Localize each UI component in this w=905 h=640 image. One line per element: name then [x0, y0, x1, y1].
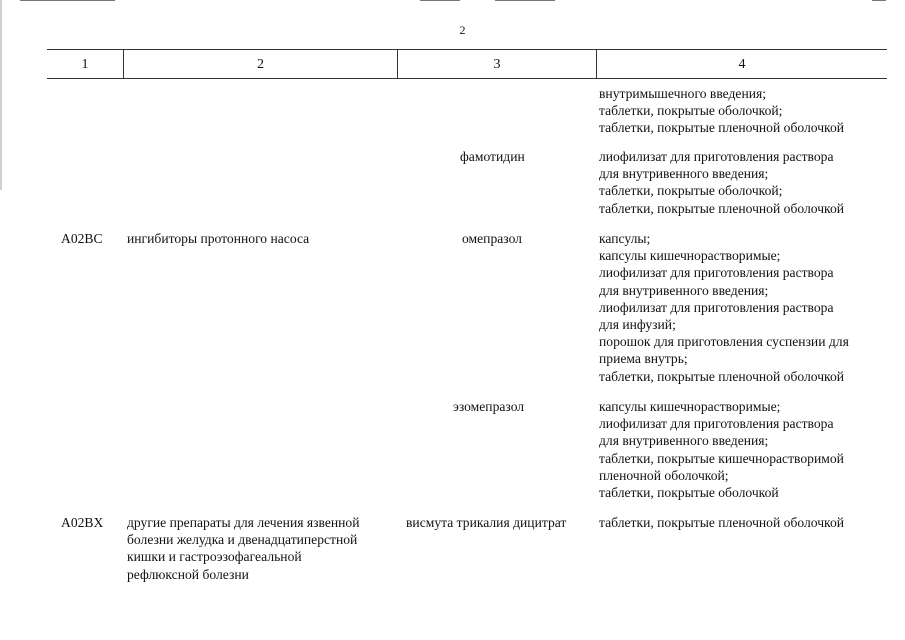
dosage-form-line: для внутривенного введения; — [599, 282, 769, 298]
table-row — [599, 230, 849, 385]
scan-edge-mark — [872, 0, 886, 1]
atc-group-name — [127, 230, 309, 247]
dosage-form-line: таблетки, покрытые пленочной оболочкой — [599, 120, 845, 136]
dosage-form-line: приема внутрь; — [599, 351, 688, 367]
table-row — [599, 148, 844, 217]
dosage-form-line: лиофилизат для приготовления раствора — [599, 149, 834, 164]
dosage-form-line: таблетки, покрытые пленочной оболочкой — [599, 368, 845, 384]
table-row — [599, 398, 844, 501]
atc-group-name — [127, 514, 360, 583]
scan-edge-mark — [420, 0, 460, 1]
table-row — [599, 514, 844, 531]
table-header-top-rule — [47, 49, 887, 50]
dosage-form-line: капсулы; — [599, 231, 651, 246]
dosage-form-line: капсулы кишечнорастворимые; — [599, 248, 781, 264]
scan-edge-mark — [495, 0, 555, 1]
dosage-form-line: лиофилизат для приготовления раствора — [599, 265, 834, 281]
dosage-form-line: таблетки, покрытые оболочкой — [599, 485, 779, 501]
drug-name: фамотидин — [460, 149, 525, 164]
dosage-form-line: таблетки, покрытые пленочной оболочкой — [599, 515, 845, 530]
scan-edge-mark — [20, 0, 115, 1]
dosage-form-line: таблетки, покрытые кишечнорастворимой — [599, 450, 844, 466]
table-header-bottom-rule — [47, 78, 887, 79]
dosage-form-line: капсулы кишечнорастворимые; — [599, 399, 781, 414]
page-number: 2 — [459, 23, 466, 37]
dosage-form-line: лиофилизат для приготовления раствора — [599, 416, 834, 432]
dosage-form-line: порошок для приготовления суспензии для — [599, 334, 849, 350]
column-header-3: 3 — [493, 57, 501, 72]
drug-name: эзомепразол — [453, 399, 525, 414]
group-line: болезни желудка и двенадцатиперстной — [127, 532, 358, 548]
atc-code: A02BC — [61, 231, 103, 246]
dosage-form-line: таблетки, покрытые оболочкой; — [599, 103, 783, 119]
column-header-2: 2 — [257, 57, 264, 72]
dosage-form-line: таблетки, покрытые оболочкой; — [599, 183, 783, 199]
dosage-form-line: для внутривенного введения; — [599, 166, 769, 182]
group-line: другие препараты для лечения язвенной — [127, 515, 360, 530]
dosage-form-line: внутримышечного введения; — [599, 86, 767, 101]
dosage-form-line: пленочной оболочкой; — [599, 467, 729, 483]
table-row — [599, 85, 844, 137]
dosage-form-line: для инфузий; — [599, 317, 676, 333]
group-line: рефлюксной болезни — [127, 566, 249, 582]
drug-name: висмута трикалия дицитрат — [406, 515, 567, 530]
drug-name: омепразол — [462, 231, 522, 246]
dosage-form-line: таблетки, покрытые пленочной оболочкой — [599, 200, 845, 216]
atc-code: A02BX — [61, 515, 104, 530]
dosage-form-line: для внутривенного введения; — [599, 433, 769, 449]
column-header-4: 4 — [738, 57, 746, 72]
group-line: ингибиторы протонного насоса — [127, 231, 310, 246]
column-header-1: 1 — [81, 57, 89, 72]
group-line: кишки и гастроэзофагеальной — [127, 549, 302, 565]
dosage-form-line: лиофилизат для приготовления раствора — [599, 299, 834, 315]
